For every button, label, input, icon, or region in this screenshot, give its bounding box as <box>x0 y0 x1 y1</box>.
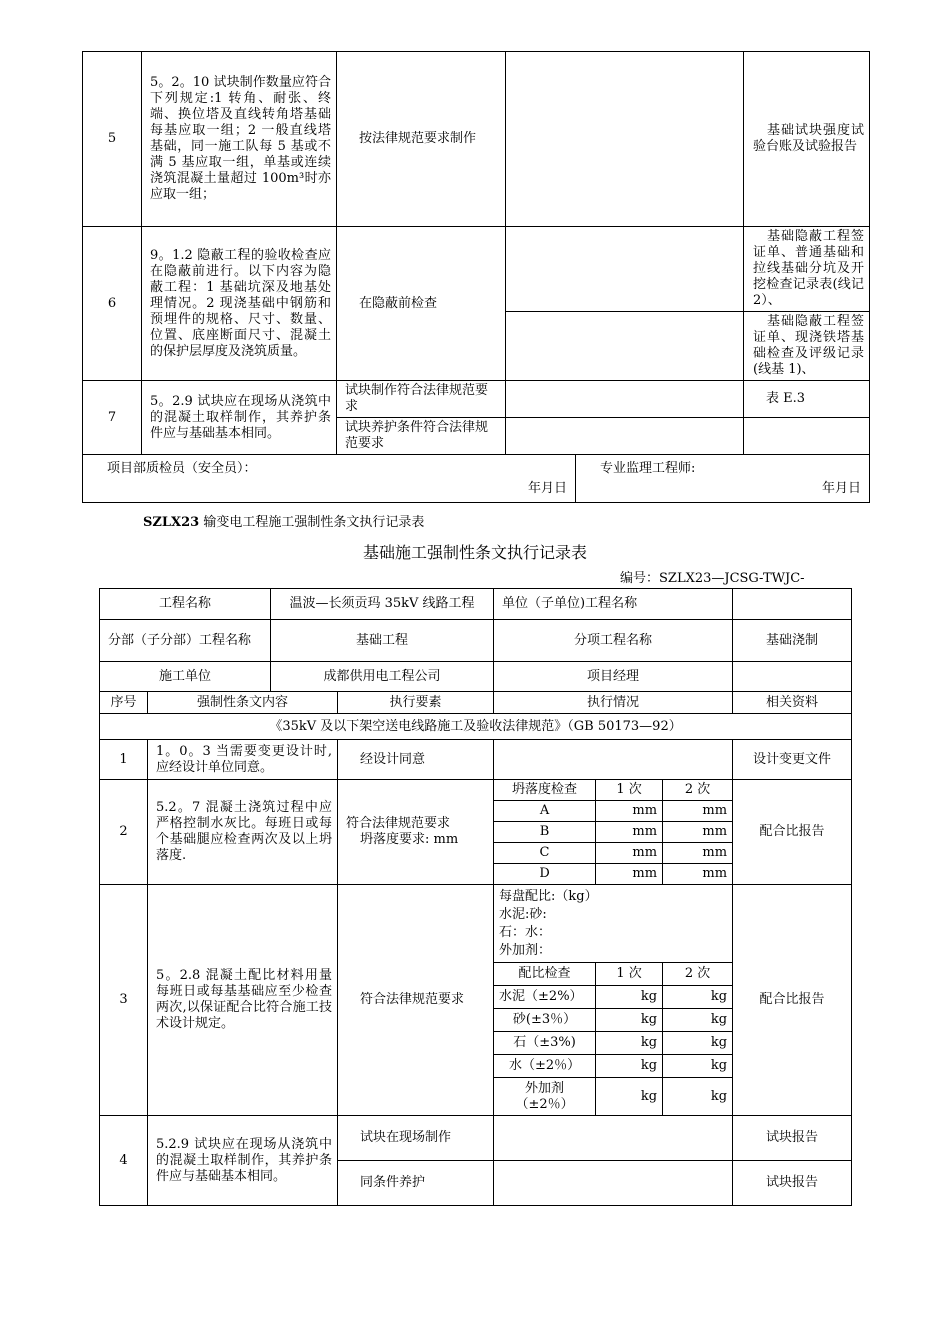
slump-leg-label: A <box>494 801 596 822</box>
clause-text: 5.2。7 混凝土浇筑过程中应严格控制水灰比。每班日或每个基础腿应检查两次及以上坍落度. <box>148 780 338 885</box>
slump-check-header: 坍落度检查 <box>494 780 596 801</box>
clause-text: 9。1.2 隐蔽工程的验收检查应在隐蔽前进行。以下内容为隐蔽工程：1 基础坑深及地基处理情况。2 现浇基础中钢筋和预埋件的规格、尺寸、数量、位置、底座断面尺寸、混凝土的保护层厚度及浇筑质量。 <box>142 227 337 381</box>
row-number: 5 <box>83 52 142 227</box>
mix-ratio-line: 水泥:砂: <box>499 907 547 922</box>
form-code: SZLX23 <box>143 515 200 530</box>
row-number: 4 <box>100 1116 148 1206</box>
reference-text: 配合比报告 <box>733 780 852 885</box>
col-header-ref: 相关资料 <box>733 692 852 714</box>
mix-material-label: 砂(±3％） <box>494 1009 596 1032</box>
qc-inspector-label: 项目部质检员（安全员）： <box>107 461 257 476</box>
mix-material-label: 水泥（±2%） <box>494 986 596 1009</box>
form-caption-text: 输变电工程施工强制性条文执行记录表 <box>199 515 425 530</box>
row-number: 6 <box>83 227 142 381</box>
standard-title: 《35kV 及以下架空送电线路施工及验收法律规范》（GB 50173—92） <box>100 714 852 740</box>
clause-text: 5。2。10 试块制作数量应符合下列规定:1 转角、耐张、终端、换位塔及直线转角塔基础每基应取一组；2 一般直线塔基础，同一施工队每 5 基或不满 5 基应取一组，单基或连续浇筑混凝土量超过 100m³时亦应取一组； <box>142 52 337 227</box>
status-cell <box>506 418 744 455</box>
unit-label: mm <box>663 864 733 885</box>
clause-text: 5。2.9 试块应在现场从浇筑中的混凝土取样制作，其养护条件应与基础基本相同。 <box>142 381 337 455</box>
col-header-clause: 强制性条文内容 <box>148 692 338 714</box>
mix-material-label: 石（±3%) <box>494 1032 596 1055</box>
mix-ratio-cell <box>494 885 733 963</box>
status-cell <box>506 227 744 312</box>
unit-label: mm <box>596 822 663 843</box>
status-cell <box>506 381 744 418</box>
mix-ratio-line: 外加剂： <box>499 943 552 958</box>
mix-check-header-label: 配比检查 <box>494 963 596 986</box>
project-name-value: 温波—长须贡玛 35kV 线路工程 <box>271 589 494 620</box>
requirement-text: 试块制作符合法律规范要求 <box>337 381 506 418</box>
reference-text: 表 E.3 <box>744 381 870 418</box>
slump-requirement: 符合法律规范要求 坍落度要求: mm <box>346 816 459 847</box>
requirement-text: 同条件养护 <box>338 1161 494 1206</box>
header-row <box>100 692 852 714</box>
unit-label: kg <box>596 986 663 1009</box>
col-header-no: 序号 <box>100 692 148 714</box>
second-check-header: 2 次 <box>663 780 733 801</box>
info-row <box>100 620 852 662</box>
row-number: 7 <box>83 381 142 455</box>
requirement-text: 经设计同意 <box>338 740 494 780</box>
reference-text: 基础试块强度试验台账及试验报告 <box>744 52 870 227</box>
status-cell <box>494 1161 733 1206</box>
mix-ratio-line: 石：水： <box>499 925 552 940</box>
second-check-header: 2 次 <box>663 963 733 986</box>
reference-text: 试块报告 <box>733 1116 852 1161</box>
reference-text: 配合比报告 <box>733 885 852 1116</box>
unit-name-label: 单位（子单位)工程名称 <box>494 589 733 620</box>
reference-text: 试块报告 <box>733 1161 852 1206</box>
slump-leg-label: B <box>494 822 596 843</box>
page-title: 基础施工强制性条文执行记录表 <box>362 543 587 562</box>
clause-text: 5.2.9 试块应在现场从浇筑中的混凝土取样制作，其养护条件应与基础基本相同。 <box>148 1116 338 1206</box>
status-cell <box>506 312 744 381</box>
signature-left <box>83 455 576 503</box>
first-check-header: 1 次 <box>596 780 663 801</box>
unit-label: kg <box>596 1032 663 1055</box>
reference-text: 设计变更文件 <box>733 740 852 780</box>
unit-label: mm <box>663 801 733 822</box>
date-right: 年月日 <box>821 481 861 496</box>
table-row <box>100 780 852 801</box>
table-row <box>83 227 870 312</box>
contractor-value: 成都供用电工程公司 <box>271 662 494 692</box>
table-row <box>100 885 852 963</box>
table-row <box>83 52 870 227</box>
reference-text: 基础隐蔽工程签证单、现浇铁塔基础检查及评级记录(线基 1)、 <box>744 312 870 381</box>
unit-label: mm <box>596 801 663 822</box>
status-cell <box>506 52 744 227</box>
reference-text: 基础隐蔽工程签证单、普通基础和拉线基础分坑及开挖检查记录表(线记 2）、 <box>744 227 870 312</box>
slump-leg-label: D <box>494 864 596 885</box>
top-record-table <box>82 51 870 503</box>
requirement-text: 符合法律规范要求 <box>338 885 494 1116</box>
supervisor-label: 专业监理工程师: <box>600 461 696 476</box>
table-row <box>100 740 852 780</box>
mix-ratio-line: 每盘配比:（kg） <box>499 889 598 904</box>
foundation-record-table <box>99 588 852 1206</box>
date-left: 年月日 <box>527 481 567 496</box>
sub-project-value: 基础工程 <box>271 620 494 662</box>
pm-value <box>733 662 852 692</box>
item-name-label: 分项工程名称 <box>494 620 733 662</box>
status-cell <box>494 740 733 780</box>
clause-text: 5。2.8 混凝土配比材料用量每班日或每基基础应至少检查两次,以保证配合比符合施工技术设计规定。 <box>148 885 338 1116</box>
unit-label: kg <box>663 986 733 1009</box>
requirement-text: 试块在现场制作 <box>338 1116 494 1161</box>
mix-material-label: 外加剂 （±2％） <box>494 1078 596 1116</box>
clause-text: 1。0。3 当需要变更设计时,应经设计单位同意。 <box>148 740 338 780</box>
requirement-text: 在隐蔽前检查 <box>337 227 506 381</box>
pm-label: 项目经理 <box>494 662 733 692</box>
unit-label: mm <box>596 864 663 885</box>
info-row <box>100 662 852 692</box>
item-name-value: 基础浇制 <box>733 620 852 662</box>
slump-leg-label: C <box>494 843 596 864</box>
mix-material-label: 水（±2％） <box>494 1055 596 1078</box>
unit-label: mm <box>663 843 733 864</box>
signature-row <box>83 455 870 503</box>
unit-label: kg <box>596 1078 663 1116</box>
requirement-text <box>338 780 494 885</box>
reference-text <box>744 418 870 455</box>
contractor-label: 施工单位 <box>100 662 271 692</box>
requirement-text: 试块养护条件符合法律规范要求 <box>337 418 506 455</box>
project-name-label: 工程名称 <box>100 589 271 620</box>
status-cell <box>494 1116 733 1161</box>
unit-name-value <box>733 589 852 620</box>
unit-label: kg <box>663 1055 733 1078</box>
unit-label: kg <box>663 1032 733 1055</box>
standard-row <box>100 714 852 740</box>
record-number: 编号：SZLX23—JCSG-TWJC- <box>620 571 805 586</box>
col-header-req: 执行要素 <box>338 692 494 714</box>
sub-project-label: 分部（子分部）工程名称 <box>100 620 271 662</box>
unit-label: kg <box>596 1055 663 1078</box>
unit-label: mm <box>663 822 733 843</box>
table-row <box>100 1116 852 1161</box>
info-row <box>100 589 852 620</box>
unit-label: kg <box>596 1009 663 1032</box>
unit-label: kg <box>663 1078 733 1116</box>
row-number: 1 <box>100 740 148 780</box>
col-header-status: 执行情况 <box>494 692 733 714</box>
requirement-text: 按法律规范要求制作 <box>337 52 506 227</box>
form-caption <box>143 511 424 530</box>
row-number: 2 <box>100 780 148 885</box>
unit-label: kg <box>663 1009 733 1032</box>
row-number: 3 <box>100 885 148 1116</box>
table-row <box>83 381 870 418</box>
unit-label: mm <box>596 843 663 864</box>
first-check-header: 1 次 <box>596 963 663 986</box>
signature-right <box>576 455 870 503</box>
